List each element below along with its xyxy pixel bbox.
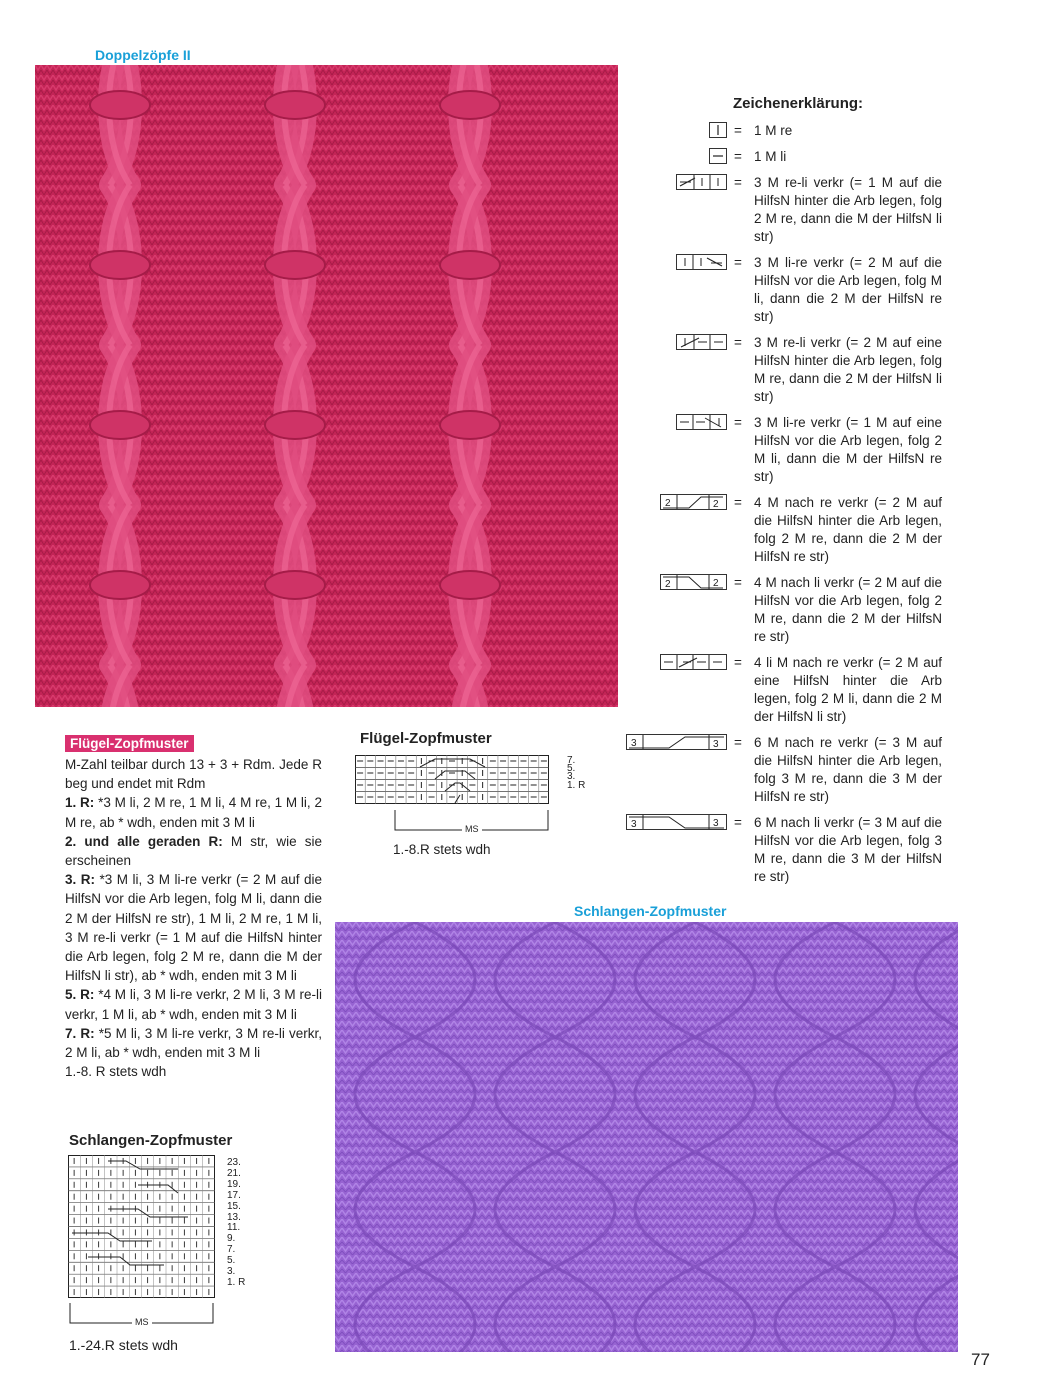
fluegel-instructions [65, 755, 322, 1081]
fluegel-tag: Flügel-Zopfmuster [65, 735, 194, 753]
legend-item: 2 2 = 4 M nach re verkr (= 2 M auf die HilfsN hinter die Arb legen, folg 2 M re, dann die 2 M der HilfsN re str) [620, 494, 950, 570]
section-title-doppelzoepfe: Doppelzöpfe II [95, 47, 191, 63]
fluegel-row-7: 7. R: *5 M li, 3 M li-re verkr, 3 M re-li verkr, 2 M li, ab * wdh, enden mit 3 M li [65, 1025, 322, 1061]
legend-item: = 3 M re-li verkr (= 2 M auf eine HilfsN hinter die Arb legen, folg M re, dann die 2 M der HilfsN li str) [620, 334, 950, 410]
legend-item: = 1 M re [620, 122, 950, 142]
schlangen-chart-grid [68, 1155, 216, 1299]
purl-stitch-symbol-icon [709, 148, 727, 164]
svg-text:3: 3 [713, 818, 719, 829]
pink-knit-swatch [35, 65, 618, 707]
cable-4-purl-right-symbol-icon [660, 654, 727, 670]
legend-item: = 3 M li-re verkr (= 2 M auf die HilfsN vor die Arb legen, folg M li, dann die 2 M der HilfsN re str) [620, 254, 950, 330]
schlangen-chart-title: Schlangen-Zopfmuster [69, 1132, 233, 1149]
purple-knit-swatch [335, 922, 958, 1352]
fluegel-outro: 1.-8. R stets wdh [65, 1064, 167, 1080]
fluegel-chart-grid [355, 755, 550, 805]
legend-item: 3 3 = 6 M nach re verkr (= 3 M auf die HilfsN hinter die Arb legen, folg 3 M re, dann die 3 M der HilfsN re str) [620, 734, 950, 810]
schlangen-row-numbers: 23. 21. 19. 17. 15. 13. 11. 9. 7. 5. 3. 1. R [227, 1157, 246, 1288]
legend-item: = 3 M li-re verkr (= 1 M auf eine HilfsN vor die Arb legen, folg 2 M li, dann die M der HilfsN re str) [620, 414, 950, 490]
fluegel-row-1: 1. R: *3 M li, 2 M re, 1 M li, 4 M re, 1 M li, 2 M re, ab * wdh, enden mit 3 M li [65, 795, 322, 830]
section-title-schlangen: Schlangen-Zopfmuster [574, 903, 727, 919]
schlangen-ms-bracket: MS [69, 1303, 214, 1329]
svg-text:2: 2 [665, 579, 671, 589]
knit-stitch-symbol-icon [709, 122, 727, 138]
legend-item: 3 3 = 6 M nach li verkr (= 3 M auf die HilfsN vor die Arb legen, folg 3 M re, dann die 3 M der HilfsN re str) [620, 814, 950, 890]
schlangen-repeat-note: 1.-24.R stets wdh [69, 1337, 178, 1353]
fluegel-row-5: 5. R: *4 M li, 3 M li-re verkr, 2 M li, 3 M re-li verkr, 1 M li, ab * wdh, enden mit 3 M li [65, 987, 322, 1022]
svg-text:2: 2 [713, 578, 719, 589]
cable-4-right-symbol-icon [660, 494, 727, 510]
fluegel-row-2: 2. und alle geraden R: M str, wie sie erscheinen [65, 833, 322, 869]
cable-3-right-purl-symbol-icon [676, 334, 727, 350]
legend-item: = 3 M re-li verkr (= 1 M auf die HilfsN hinter die Arb legen, folg 2 M re, dann die M der HilfsN li str) [620, 174, 950, 250]
cable-4-left-symbol-icon [660, 574, 727, 590]
cable-3-left-purl-symbol-icon [676, 414, 727, 430]
legend-title: Zeichenerklärung: [733, 95, 864, 112]
svg-text:2: 2 [665, 498, 671, 509]
fluegel-row-numbers: 7. 5. 3. 1. R [567, 755, 586, 791]
fluegel-intro: M-Zahl teilbar durch 13 + 3 + Rdm. Jede R beg und endet mit Rdm [65, 757, 322, 792]
cable-3-right-symbol-icon [676, 174, 727, 190]
legend-item: = 4 li M nach re verkr (= 2 M auf eine HilfsN hinter die Arb legen, folg 2 M li, dann die 2 M der HilfsN li str) [620, 654, 950, 730]
cable-3-left-symbol-icon [676, 254, 727, 270]
svg-text:3: 3 [631, 738, 637, 749]
legend-list [620, 120, 950, 890]
fluegel-ms-bracket: MS [394, 810, 549, 832]
fluegel-repeat-note: 1.-8.R stets wdh [393, 842, 491, 857]
svg-text:3: 3 [713, 739, 719, 749]
svg-text:2: 2 [713, 499, 719, 509]
cable-6-left-symbol-icon [626, 814, 727, 830]
fluegel-chart-title: Flügel-Zopfmuster [360, 730, 492, 747]
page-number: 77 [971, 1350, 990, 1369]
fluegel-row-3: 3. R: *3 M li, 3 M li-re verkr (= 2 M auf die HilfsN vor die Arb legen, folg M li, dann die 2 M der HilfsN re str), 1 M li, 2 M re, 1 M li, 3 M re-li verkr (= 1 M auf die HilfsN hinter die Arb legen, folg 2 M re, dann die M der HilfsN li str), ab * wdh, enden mit 3 M li [65, 872, 322, 984]
legend-item: 2 2 = 4 M nach li verkr (= 2 M auf die HilfsN vor die Arb legen, folg 2 M re, dann die 2 M der HilfsN re str) [620, 574, 950, 650]
cable-6-right-symbol-icon [626, 734, 727, 750]
legend-item: = 1 M li [620, 148, 950, 168]
svg-text:3: 3 [631, 819, 637, 829]
